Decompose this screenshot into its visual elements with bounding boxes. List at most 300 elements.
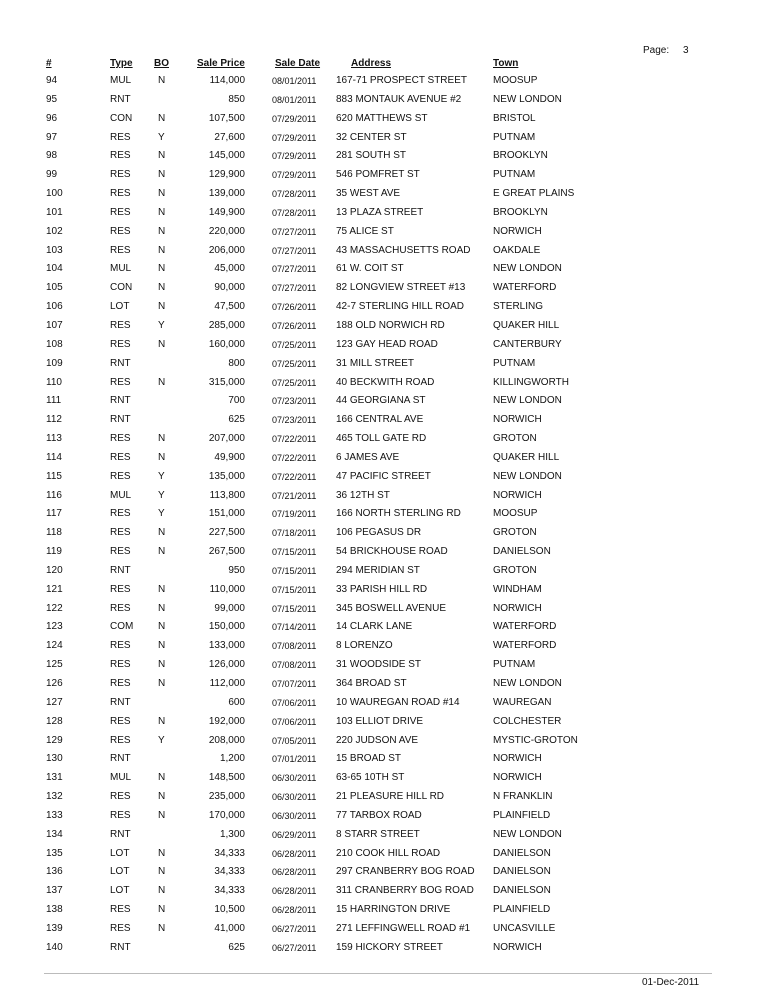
- row-number: 122: [46, 602, 63, 614]
- town: WINDHAM: [493, 583, 542, 595]
- bo-flag: N: [158, 546, 166, 558]
- town: MYSTIC-GROTON: [493, 734, 578, 746]
- sale-price: 600: [228, 696, 245, 708]
- property-type: RNT: [110, 395, 131, 407]
- property-type: RNT: [110, 828, 131, 840]
- bo-flag: N: [158, 244, 166, 256]
- row-number: 110: [46, 376, 62, 388]
- sale-date: 06/30/2011: [272, 773, 317, 784]
- property-type: RNT: [110, 414, 131, 426]
- sale-date: 06/28/2011: [272, 848, 317, 859]
- table-row: [0, 584, 768, 603]
- town: MOOSUP: [493, 75, 538, 86]
- town: MOOSUP: [493, 508, 538, 520]
- property-type: LOT: [110, 866, 130, 878]
- property-type: RES: [110, 433, 131, 445]
- property-type: RES: [110, 338, 131, 350]
- row-number: 101: [46, 206, 63, 218]
- row-number: 109: [46, 357, 63, 369]
- sale-price: 129,900: [208, 169, 245, 181]
- sale-price: 145,000: [208, 150, 245, 162]
- property-type: RES: [110, 640, 131, 652]
- address: 10 WAUREGAN ROAD #14: [336, 696, 460, 708]
- address: 465 TOLL GATE RD: [336, 433, 427, 445]
- table-row: [0, 565, 768, 584]
- address: 106 PEGASUS DR: [336, 527, 422, 539]
- town: NORWICH: [493, 941, 542, 953]
- bo-flag: N: [158, 338, 166, 350]
- sale-date: 07/25/2011: [272, 339, 317, 350]
- row-number: 136: [46, 866, 63, 878]
- town: NEW LONDON: [493, 678, 562, 689]
- address: 281 SOUTH ST: [336, 150, 407, 162]
- sale-price: 1,300: [219, 828, 245, 840]
- table-row: [0, 791, 768, 810]
- sale-price: 149,900: [208, 206, 245, 218]
- sale-date: 08/01/2011: [272, 76, 317, 86]
- town: STERLING: [493, 301, 544, 313]
- address: 883 MONTAUK AVENUE #2: [336, 93, 462, 105]
- bo-flag: N: [158, 885, 166, 897]
- sale-price: 49,900: [214, 451, 245, 463]
- row-number: 137: [46, 885, 63, 897]
- property-type: MUL: [110, 263, 132, 275]
- property-type: RES: [110, 451, 131, 463]
- town: NEW LONDON: [493, 263, 562, 275]
- table-row: [0, 94, 768, 113]
- bo-flag: N: [158, 621, 166, 633]
- sale-price: 148,500: [208, 772, 245, 784]
- row-number: 97: [46, 131, 58, 143]
- column-header-sale-price: Sale Price: [197, 58, 245, 69]
- table-row: [0, 339, 768, 358]
- row-number: 112: [46, 414, 62, 426]
- table-row: [0, 640, 768, 659]
- address: 15 HARRINGTON DRIVE: [336, 904, 451, 916]
- property-type: RES: [110, 244, 131, 256]
- property-type: RNT: [110, 357, 131, 369]
- table-row: [0, 923, 768, 942]
- property-type: LOT: [110, 301, 130, 313]
- property-type: RES: [110, 527, 131, 539]
- table-row: [0, 829, 768, 848]
- sale-date: 06/30/2011: [272, 792, 317, 803]
- table-row: [0, 452, 768, 471]
- address: 61 W. COIT ST: [336, 263, 404, 275]
- table-row: [0, 226, 768, 245]
- bo-flag: N: [158, 451, 166, 463]
- table-row: [0, 169, 768, 188]
- sale-date: 07/15/2011: [272, 603, 317, 614]
- property-type: RNT: [110, 753, 131, 765]
- property-type: COM: [110, 621, 134, 633]
- bo-flag: N: [158, 922, 166, 934]
- sale-price: 99,000: [214, 602, 245, 614]
- bo-flag: N: [158, 715, 166, 727]
- bo-flag: Y: [158, 470, 165, 482]
- property-type: RES: [110, 678, 131, 689]
- sale-price: 41,000: [214, 922, 245, 934]
- sale-date: 07/29/2011: [272, 113, 317, 124]
- row-number: 116: [46, 489, 62, 501]
- bo-flag: N: [158, 659, 166, 671]
- bo-flag: Y: [158, 131, 165, 143]
- address: 103 ELLIOT DRIVE: [336, 715, 424, 727]
- table-row: [0, 207, 768, 226]
- address: 13 PLAZA STREET: [336, 206, 424, 218]
- town: GROTON: [493, 527, 537, 539]
- address: 210 COOK HILL ROAD: [336, 847, 441, 859]
- sale-price: 208,000: [208, 734, 245, 746]
- property-type: RES: [110, 131, 131, 143]
- bo-flag: N: [158, 112, 166, 124]
- bo-flag: N: [158, 301, 166, 313]
- row-number: 135: [46, 847, 63, 859]
- sale-price: 950: [228, 564, 245, 576]
- property-type: RNT: [110, 564, 131, 576]
- row-number: 130: [46, 753, 63, 765]
- address: 546 POMFRET ST: [336, 169, 420, 181]
- address: 271 LEFFINGWELL ROAD #1: [336, 922, 471, 934]
- row-number: 106: [46, 301, 63, 313]
- table-row: [0, 132, 768, 151]
- table-row: [0, 527, 768, 546]
- sale-date: 06/30/2011: [272, 810, 317, 821]
- address: 36 12TH ST: [336, 489, 390, 501]
- town: QUAKER HILL: [493, 319, 560, 331]
- town: UNCASVILLE: [493, 922, 556, 934]
- address: 8 STARR STREET: [336, 828, 420, 840]
- property-type: RES: [110, 508, 131, 520]
- sale-date: 07/06/2011: [272, 697, 317, 708]
- footer-divider: [44, 973, 712, 974]
- table-row: [0, 113, 768, 132]
- address: 31 MILL STREET: [336, 357, 414, 369]
- sale-price: 47,500: [214, 301, 245, 313]
- sale-date: 07/29/2011: [272, 170, 317, 181]
- property-type: MUL: [110, 75, 132, 86]
- town: NORWICH: [493, 772, 542, 784]
- bo-flag: N: [158, 188, 166, 200]
- town: WATERFORD: [493, 640, 557, 652]
- address: 75 ALICE ST: [336, 225, 394, 237]
- table-row: [0, 697, 768, 716]
- address: 82 LONGVIEW STREET #13: [336, 282, 466, 294]
- sale-date: 07/26/2011: [272, 302, 317, 313]
- page-number: 3: [683, 45, 689, 56]
- sale-date: 07/22/2011: [272, 471, 317, 482]
- table-row: [0, 942, 768, 961]
- row-number: 117: [46, 508, 62, 520]
- table-row: [0, 301, 768, 320]
- table-row: [0, 885, 768, 904]
- sale-date: 06/28/2011: [272, 867, 317, 878]
- table-row: [0, 810, 768, 829]
- property-type: RES: [110, 922, 131, 934]
- table-row: [0, 471, 768, 490]
- sale-price: 10,500: [214, 904, 245, 916]
- sales-table: [0, 75, 768, 961]
- property-type: RES: [110, 188, 131, 200]
- sale-price: 114,000: [209, 75, 245, 86]
- property-type: RNT: [110, 93, 131, 105]
- sale-date: 07/08/2011: [272, 641, 317, 652]
- row-number: 104: [46, 263, 63, 275]
- town: NEW LONDON: [493, 93, 562, 105]
- town: NORWICH: [493, 489, 542, 501]
- page-label: Page:: [643, 45, 670, 56]
- sale-price: 850: [228, 93, 245, 105]
- property-type: CON: [110, 282, 133, 294]
- row-number: 121: [46, 583, 63, 595]
- sale-price: 34,333: [214, 866, 245, 878]
- town: NEW LONDON: [493, 828, 562, 840]
- town: PLAINFIELD: [493, 809, 551, 821]
- column-header-town: Town: [493, 58, 519, 69]
- bo-flag: N: [158, 583, 166, 595]
- row-number: 128: [46, 715, 63, 727]
- town: WATERFORD: [493, 621, 557, 633]
- address: 345 BOSWELL AVENUE: [336, 602, 447, 614]
- row-number: 96: [46, 112, 58, 124]
- sale-date: 07/29/2011: [272, 151, 317, 162]
- property-type: LOT: [110, 885, 130, 897]
- table-row: [0, 546, 768, 565]
- town: NORWICH: [493, 602, 542, 614]
- row-number: 102: [46, 225, 63, 237]
- table-row: [0, 621, 768, 640]
- property-type: RNT: [110, 696, 131, 708]
- sale-date: 07/05/2011: [272, 735, 317, 746]
- town: E GREAT PLAINS: [493, 188, 575, 200]
- property-type: RES: [110, 659, 131, 671]
- row-number: 98: [46, 150, 58, 162]
- row-number: 138: [46, 904, 63, 916]
- table-row: [0, 245, 768, 264]
- address: 47 PACIFIC STREET: [336, 470, 431, 482]
- address: 8 LORENZO: [336, 640, 393, 652]
- sale-date: 07/25/2011: [272, 358, 317, 369]
- town: PUTNAM: [493, 659, 536, 671]
- address: 63-65 10TH ST: [336, 772, 405, 784]
- property-type: MUL: [110, 772, 132, 784]
- town: OAKDALE: [493, 244, 541, 256]
- bo-flag: N: [158, 602, 166, 614]
- address: 32 CENTER ST: [336, 131, 407, 143]
- address: 123 GAY HEAD ROAD: [336, 338, 438, 350]
- town: NORWICH: [493, 414, 542, 426]
- property-type: RES: [110, 470, 131, 482]
- table-row: [0, 716, 768, 735]
- address: 620 MATTHEWS ST: [336, 112, 428, 124]
- town: DANIELSON: [493, 847, 551, 859]
- table-row: [0, 150, 768, 169]
- sale-price: 206,000: [208, 244, 245, 256]
- address: 42-7 STERLING HILL ROAD: [336, 301, 465, 313]
- property-type: LOT: [110, 847, 130, 859]
- row-number: 111: [46, 395, 62, 407]
- property-type: RES: [110, 734, 131, 746]
- sale-price: 160,000: [208, 338, 245, 350]
- bo-flag: Y: [158, 319, 165, 331]
- row-number: 120: [46, 564, 63, 576]
- property-type: RNT: [110, 941, 131, 953]
- sale-price: 110,000: [209, 583, 245, 595]
- bo-flag: N: [158, 809, 166, 821]
- row-number: 125: [46, 659, 63, 671]
- town: NEW LONDON: [493, 470, 562, 482]
- address: 35 WEST AVE: [336, 188, 401, 200]
- row-number: 124: [46, 640, 63, 652]
- sale-date: 07/06/2011: [272, 716, 317, 727]
- sale-date: 07/27/2011: [272, 245, 317, 256]
- bo-flag: N: [158, 263, 166, 275]
- address: 6 JAMES AVE: [336, 451, 400, 463]
- town: PLAINFIELD: [493, 904, 551, 916]
- property-type: RES: [110, 206, 131, 218]
- property-type: RES: [110, 791, 131, 803]
- sale-price: 34,333: [214, 885, 245, 897]
- table-row: [0, 678, 768, 697]
- table-row: [0, 263, 768, 282]
- property-type: RES: [110, 169, 131, 181]
- table-row: [0, 490, 768, 509]
- town: N FRANKLIN: [493, 791, 553, 803]
- row-number: 113: [46, 433, 62, 445]
- sale-date: 07/28/2011: [272, 207, 317, 218]
- bo-flag: N: [158, 433, 166, 445]
- bo-flag: N: [158, 150, 166, 162]
- sale-price: 700: [228, 395, 245, 407]
- sale-price: 126,000: [208, 659, 245, 671]
- address: 166 NORTH STERLING RD: [336, 508, 461, 520]
- town: BRISTOL: [493, 112, 536, 124]
- row-number: 107: [46, 319, 63, 331]
- address: 220 JUDSON AVE: [336, 734, 419, 746]
- table-row: [0, 395, 768, 414]
- row-number: 99: [46, 169, 58, 181]
- town: PUTNAM: [493, 131, 536, 143]
- row-number: 132: [46, 791, 63, 803]
- town: PUTNAM: [493, 357, 536, 369]
- bo-flag: N: [158, 847, 166, 859]
- bo-flag: Y: [158, 734, 165, 746]
- sale-date: 07/22/2011: [272, 434, 317, 445]
- town: KILLINGWORTH: [493, 376, 569, 388]
- row-number: 134: [46, 828, 63, 840]
- bo-flag: Y: [158, 489, 165, 501]
- town: BROOKLYN: [493, 206, 548, 218]
- sale-date: 06/28/2011: [272, 905, 317, 916]
- town: GROTON: [493, 564, 537, 576]
- sale-price: 192,000: [208, 715, 245, 727]
- bo-flag: Y: [158, 508, 165, 520]
- property-type: RES: [110, 546, 131, 558]
- row-number: 126: [46, 678, 63, 689]
- sale-date: 07/27/2011: [272, 264, 317, 275]
- row-number: 119: [46, 546, 62, 558]
- property-type: RES: [110, 319, 131, 331]
- sale-price: 90,000: [214, 282, 245, 294]
- sale-date: 07/15/2011: [272, 584, 317, 595]
- row-number: 108: [46, 338, 63, 350]
- row-number: 118: [46, 527, 62, 539]
- address: 44 GEORGIANA ST: [336, 395, 426, 407]
- address: 33 PARISH HILL RD: [336, 583, 428, 595]
- row-number: 100: [46, 188, 63, 200]
- row-number: 115: [46, 470, 62, 482]
- bo-flag: N: [158, 678, 166, 689]
- bo-flag: N: [158, 904, 166, 916]
- sale-date: 07/29/2011: [272, 132, 317, 143]
- column-header-num: #: [46, 58, 52, 69]
- address: 77 TARBOX ROAD: [336, 809, 422, 821]
- sale-price: 315,000: [208, 376, 245, 388]
- address: 40 BECKWITH ROAD: [336, 376, 435, 388]
- bo-flag: N: [158, 791, 166, 803]
- sale-price: 107,500: [208, 112, 245, 124]
- sale-price: 151,000: [208, 508, 245, 520]
- sale-price: 150,000: [208, 621, 245, 633]
- table-row: [0, 320, 768, 339]
- sale-price: 170,000: [208, 809, 245, 821]
- address: 188 OLD NORWICH RD: [336, 319, 445, 331]
- town: NORWICH: [493, 225, 542, 237]
- row-number: 123: [46, 621, 63, 633]
- bo-flag: N: [158, 169, 166, 181]
- address: 54 BRICKHOUSE ROAD: [336, 546, 448, 558]
- table-row: [0, 414, 768, 433]
- table-row: [0, 866, 768, 885]
- sale-date: 06/29/2011: [272, 829, 317, 840]
- table-row: [0, 603, 768, 622]
- sale-price: 220,000: [208, 225, 245, 237]
- column-header-bo: BO: [154, 58, 169, 69]
- row-number: 127: [46, 696, 63, 708]
- sale-date: 07/23/2011: [272, 415, 317, 426]
- row-number: 103: [46, 244, 63, 256]
- property-type: RES: [110, 715, 131, 727]
- table-row: [0, 433, 768, 452]
- table-row: [0, 753, 768, 772]
- town: GROTON: [493, 433, 537, 445]
- sale-price: 112,000: [209, 678, 245, 689]
- table-row: [0, 282, 768, 301]
- row-number: 95: [46, 93, 58, 105]
- sale-date: 07/01/2011: [272, 754, 317, 765]
- sale-date: 06/28/2011: [272, 886, 317, 897]
- sale-price: 139,000: [208, 188, 245, 200]
- table-row: [0, 508, 768, 527]
- sale-date: 07/23/2011: [272, 396, 317, 407]
- address: 21 PLEASURE HILL RD: [336, 791, 445, 803]
- bo-flag: N: [158, 282, 166, 294]
- table-row: [0, 772, 768, 791]
- sale-date: 07/14/2011: [272, 622, 317, 633]
- bo-flag: N: [158, 206, 166, 218]
- bo-flag: N: [158, 527, 166, 539]
- table-row: [0, 848, 768, 867]
- table-row: [0, 659, 768, 678]
- address: 159 HICKORY STREET: [336, 941, 443, 953]
- sale-date: 07/25/2011: [272, 377, 317, 388]
- town: DANIELSON: [493, 885, 551, 897]
- address: 167-71 PROSPECT STREET: [336, 75, 467, 86]
- table-row: [0, 358, 768, 377]
- sale-date: 07/07/2011: [272, 679, 317, 689]
- property-type: RES: [110, 376, 131, 388]
- column-header-sale-date: Sale Date: [275, 58, 321, 69]
